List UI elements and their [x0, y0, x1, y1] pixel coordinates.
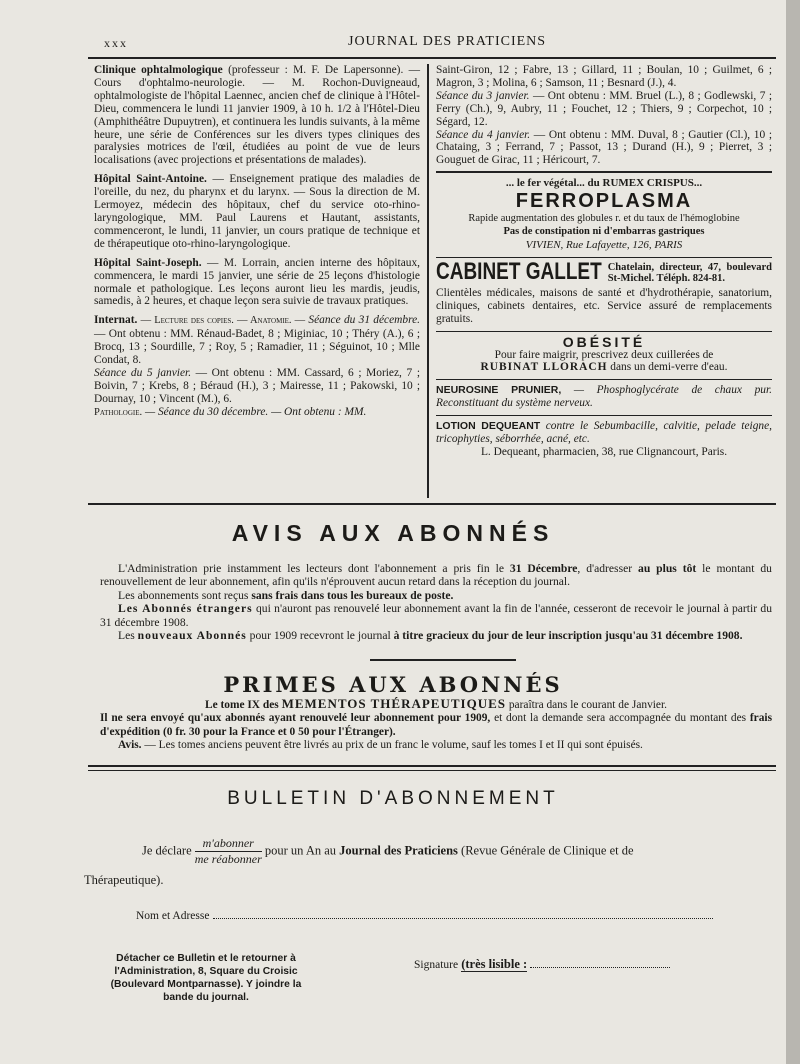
page-header: [0, 30, 786, 54]
avis-p1-d: le montant du renouvellement de leur abonnement, afin qu'ils n'éprouvent aucun retard dans la réception du journal.: [100, 562, 772, 589]
internat: [94, 314, 420, 419]
gallet-text: Clientèles médicales, maisons de santé et d'hydrothérapie, sanatorium, cliniques, cabinets dentaires, etc. Service assuré de remplacements gratuits.: [436, 286, 772, 325]
internat-pathologie: Pathologie.: [94, 406, 143, 418]
avis-p4-c: pour 1909 recevront le journal: [249, 629, 391, 643]
avis-p3-b: qui n'auront pas renouvelé leur abonnement avant la fin de l'année, cesseront de recevoir le journal à partir du 31 décembre 1908.: [100, 602, 773, 629]
pour-label: pour un An au: [264, 843, 337, 858]
signature-row: [414, 957, 670, 972]
avis-p4: [100, 629, 772, 642]
ferroplasma-line1: Rapide augmentation des globules r. et du taux de l'hémoglobine: [468, 213, 740, 225]
avis-p2-b: sans frais dans tous les bureaux de poste.: [251, 588, 454, 602]
primes-line3: [100, 739, 772, 752]
obesite-line2-wrap: [436, 361, 772, 374]
ferroplasma-address: VIVIEN, Rue Lafayette, 126, PARIS: [525, 238, 683, 251]
internat-seance-31: Séance du 31 décembre.: [308, 314, 420, 327]
bulletin-top-rule-2: [88, 770, 776, 771]
column-divider: [427, 64, 429, 498]
header-rule: [88, 57, 776, 59]
avis-title: AVIS AUX ABONNÉS: [231, 520, 555, 546]
seance-4: Séance du 4 janvier.: [436, 128, 531, 141]
declare-label: Je déclare: [142, 843, 192, 858]
internat-results-5: — Ont obtenu : MM. Cassard, 6 ; Moriez, 7 ; Boivin, 7 ; Krebs, 8 ; Béraud (H.), 3 ; Mairesse, 11 ; Pakowski, 10 ; Dournay, 10 ; Vincent (M.), 6.: [94, 366, 420, 405]
results-4: — Ont obtenu : MM. Duval, 8 ; Gautier (Cl.), 10 ; Chataing, 3 ; Ferrand, 7 ; Passot, 13 ; Durand (H.), 9 ; Pierret, 3 ; Gouguet de Girac, 11 ; Héricourt, 7.: [436, 128, 772, 167]
seance-3: Séance du 3 janvier.: [436, 89, 530, 102]
primes-l2-a: Il ne sera envoyé qu'aux abonnés ayant renouvelé leur abonnement pour 1909,: [100, 712, 491, 725]
clinique-text: (professeur : M. F. De Lapersonne). — Cours d'ophtalmo-neurologie. — M. Rochon-Duvigneaud, ophtalmologiste de l'hôpital Laennec, ancien chef de clinique à l'Hôtel-Dieu, commencera le lundi 11 janvier 1909, à 10 h. 1/2 à l'Hôtel-Dieu (Amphithéâtre Dupuytren), et continuera les lundis suivants, à la même heure, une série de Conférences sur les divers types cliniques des paralysies motrices de l'œil, étudiées au point de vue de leurs localisations (avec projections et présentations de malades).: [94, 64, 420, 167]
clinique-ophtalmologique: [94, 64, 420, 167]
detach-instructions: Détacher ce Bulletin et le retourner à l'Administration, 8, Square du Croisic (Boulevard Montparnasse). Y joindre la bande du journal.: [110, 953, 302, 1003]
avis-p3: [100, 602, 772, 629]
right-column: [436, 64, 772, 464]
primes-l2-d: (0 fr. 30 pour la France et 0 50 pour l'Étranger).: [163, 725, 396, 738]
primes-l3-a: Avis.: [118, 739, 142, 752]
hopital-saint-antoine: [94, 173, 420, 250]
left-column: [94, 64, 420, 426]
primes-line2: [100, 712, 772, 739]
name-address-label: Nom et Adresse: [136, 910, 210, 922]
obesite-line2: dans un demi-verre d'eau.: [610, 361, 728, 374]
saint-antoine-text: — Enseignement pratique des maladies de l'oreille, du nez, du pharynx et du larynx. — Sous la direction de M. Lermoyez, médecin des hôpitaux, chef du service oto-rhino-laryngologique, MM. Paul Laurens et Hautant, assistants, commenceront, le lundi, 11 janvier, un cours pratique de technique et de thérapeutique oto-rhino-laryngologique.: [94, 173, 420, 250]
avis-p4-a: Les: [118, 629, 135, 643]
saint-joseph-text: — M. Lorrain, ancien interne des hôpitaux, commencera, le mardi 15 janvier, une série de 25 leçons d'histologie normale et pathologique. Les leçons auront lieu les mardis, jeudis, samedis, à 2 heures, et chaque leçon sera suivie de travaux pratiques.: [94, 256, 420, 308]
ferroplasma-tagline: ... le fer végétal... du RUMEX CRISPUS...: [505, 177, 703, 190]
avis-p2: [100, 589, 772, 602]
primes-l1-c: paraîtra dans le courant de Janvier.: [508, 699, 667, 711]
obesite-title: OBÉSITÉ: [562, 333, 646, 350]
primes-l3-b: — Les tomes anciens peuvent être livrés au prix de un franc le volume, sauf les tomes I et II qui sont épuisés.: [144, 739, 643, 752]
neurosine-name: NEUROSINE PRUNIER,: [436, 384, 562, 397]
primes-title: PRIMES AUX ABONNÉS: [223, 672, 563, 697]
obesite-brand: RUBINAT LLORACH: [480, 361, 608, 374]
revue-label: (Revue Générale de Clinique et de: [461, 843, 634, 858]
lotion-address: L. Dequeant, pharmacien, 38, rue Clignancourt, Paris.: [480, 445, 728, 458]
obesite-ad: [436, 331, 772, 380]
gallet-header: [436, 259, 772, 286]
ferroplasma-name: FERROPLASMA: [515, 190, 693, 213]
internat-lecture: — Lecture des copies. — Anatomie. —: [140, 315, 306, 327]
bulletin-declaration-2: Thérapeutique).: [84, 873, 164, 887]
running-title: JOURNAL DES PRATICIENS: [348, 34, 547, 49]
option-abonner[interactable]: m'abonner: [195, 836, 262, 852]
cabinet-gallet-ad: [436, 257, 772, 331]
avis-p1-a: L'Administration prie instamment les lecteurs dont l'abonnement a pris fin le: [118, 562, 504, 575]
primes-l1-b: MEMENTOS THÉRAPEUTIQUES: [281, 696, 506, 711]
avis-p4-b: nouveaux Abonnés: [137, 629, 247, 643]
page-number: xxx: [104, 36, 128, 50]
saint-joseph-title: Hôpital Saint-Joseph.: [94, 256, 202, 269]
name-address-row: [84, 908, 774, 923]
avis-body: [100, 562, 772, 642]
bulletin-declaration: [84, 836, 774, 867]
lotion-text: contre le Sebumbacille, calvitie, pelade teigne, tricophyties, séborrhée, acné, etc.: [436, 420, 772, 446]
option-reabonner[interactable]: me réabonner: [194, 852, 262, 866]
internat-seance-5: Séance du 5 janvier.: [94, 366, 192, 379]
gallet-director: Chatelain, directeur, 47, boulevard St-Michel. Téléph. 824-81.: [607, 261, 772, 285]
name-address-field[interactable]: [213, 908, 713, 919]
page-edge: [786, 0, 800, 1064]
primes-l2-b: et dont la demande sera accompagnée du montant des: [494, 712, 747, 725]
bulletin-top-rule-1: [88, 765, 776, 767]
obesite-line1: Pour faire maigrir, prescrivez deux cuillerées de: [494, 348, 714, 361]
clinique-title: Clinique ophtalmologique: [94, 64, 223, 76]
internat-title: Internat.: [94, 314, 138, 327]
neurosine-text: — Phosphoglycérate de chaux pur. Reconstituant du système nerveux.: [436, 384, 772, 410]
bulletin-title: BULLETIN D'ABONNEMENT: [227, 788, 559, 809]
gallet-name: CABINET GALLET: [436, 259, 602, 286]
hopital-saint-joseph: [94, 257, 420, 309]
avis-short-rule: [370, 659, 516, 661]
neurosine-ad: [436, 379, 772, 415]
internat-seance-30: — Séance du 30 décembre. — Ont obtenu : MM.: [144, 405, 367, 418]
continuation-text: Saint-Giron, 12 ; Fabre, 13 ; Gillard, 11 ; Boulan, 10 ; Guilmet, 6 ; Magron, 3 ; Molina, 6 ; Samson, 11 ; Besnard (J.), 4.: [436, 64, 772, 89]
primes-l2-c: frais d'expédition: [100, 712, 773, 738]
avis-p3-a: Les Abonnés étrangers: [118, 602, 253, 616]
avis-p1-c: au plus tôt: [638, 562, 697, 575]
signature-hint: (très lisible :: [461, 957, 528, 971]
internat-results-31: — Ont obtenu : MM. Rénaud-Badet, 8 ; Miginiac, 10 ; Théry (A.), 6 ; Brocq, 13 ; Sourdille, 7 ; Roy, 5 ; Ramadier, 11 ; Séguinot, 10 ; Mlle Condat, 8.: [94, 328, 420, 367]
subscribe-choice[interactable]: [195, 836, 262, 867]
internat-continuation: [436, 64, 772, 167]
signature-label: Signature: [414, 959, 459, 971]
results-3: — Ont obtenu : MM. Bruel (L.), 8 ; Godlewski, 7 ; Ferry (Ch.), 9, Aubry, 11 ; Fouchet, 12 ; Thiers, 9 ; Corpechot, 10 ; Ségard, 12.: [436, 89, 773, 128]
avis-p2-a: Les abonnements sont reçus: [118, 588, 249, 602]
avis-p1: [100, 562, 772, 589]
avis-top-rule: [88, 503, 776, 505]
saint-antoine-title: Hôpital Saint-Antoine.: [94, 173, 207, 186]
avis-p4-d: à titre gracieux du jour de leur inscription jusqu'au 31 décembre 1908.: [393, 629, 743, 643]
avis-p1-b: , d'adresser: [577, 562, 633, 575]
journal-name: Journal des Praticiens: [339, 843, 458, 858]
primes-line1: [100, 697, 772, 712]
signature-field[interactable]: [530, 957, 670, 968]
lotion-dequeant-ad: [436, 415, 772, 464]
primes-body: [100, 697, 772, 753]
ferroplasma-ad: [436, 171, 772, 257]
bulletin-form: [84, 836, 774, 1003]
avis-p1-date: 31 Décembre: [509, 562, 578, 575]
lotion-name: LOTION DEQUEANT: [436, 420, 541, 433]
ferroplasma-line2: Pas de constipation ni d'embarras gastriques: [503, 226, 705, 238]
primes-l1-a: Le tome IX des: [204, 699, 279, 711]
